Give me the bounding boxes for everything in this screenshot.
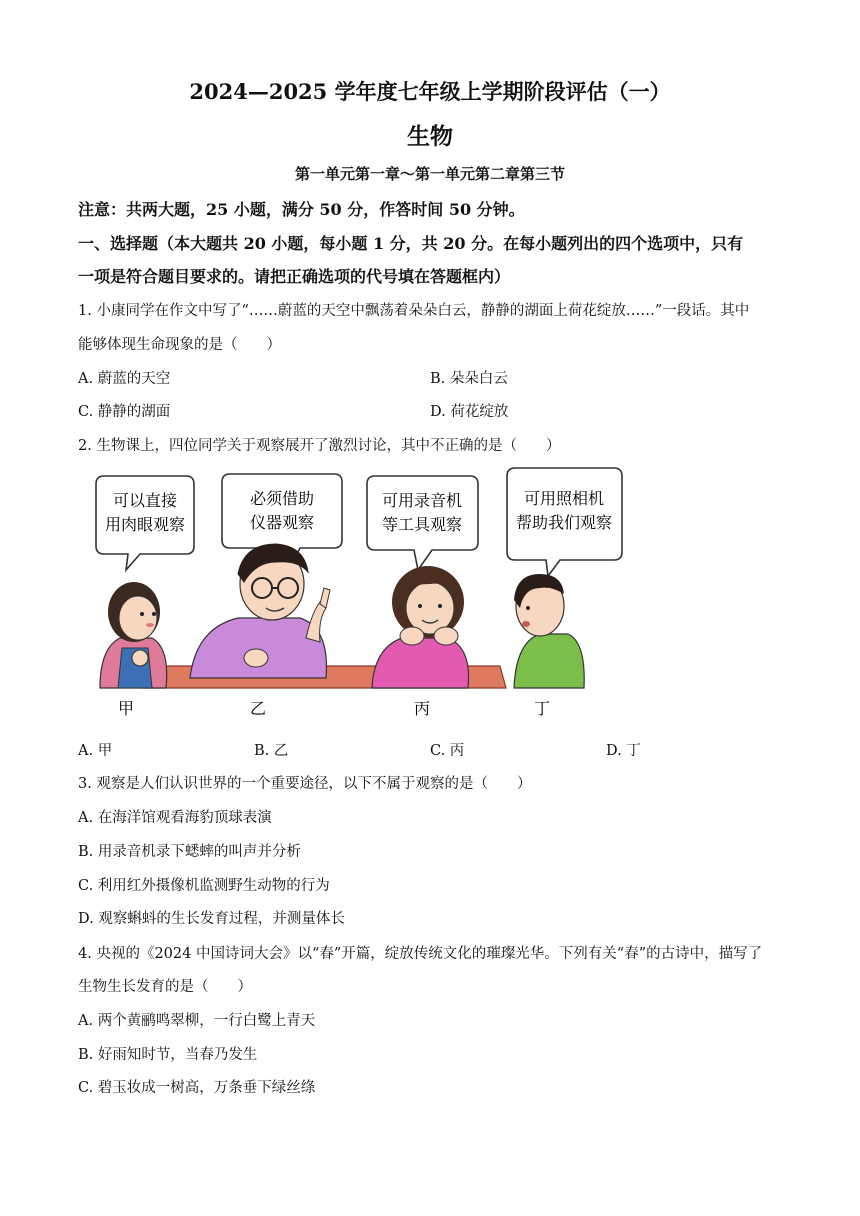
student-label-yi: 乙	[249, 699, 267, 718]
student-label-jia: 甲	[117, 699, 135, 718]
question-2-option-a: A. 甲	[78, 743, 113, 759]
speech-bubble-ding	[507, 468, 622, 576]
question-4-option-c: C. 碧玉妆成一树高，万条垂下绿丝绦	[78, 1080, 316, 1096]
question-2-option-c: C. 丙	[430, 743, 465, 759]
student-label-bing: 丙	[413, 699, 431, 718]
student-bing-figure	[372, 566, 469, 688]
bubble-yi-line2: 仪器观察	[249, 513, 315, 532]
question-3-option-c: C. 利用红外摄像机监测野生动物的行为	[78, 878, 330, 894]
student-jia-figure	[100, 582, 167, 688]
bubble-jia-line2: 用肉眼观察	[104, 515, 186, 534]
bubble-ding-line2: 帮助我们观察	[515, 513, 613, 532]
question-4-option-a: A. 两个黄鹂鸣翠柳，一行白鹭上青天	[78, 1013, 316, 1029]
bubble-ding-line1: 可用照相机	[523, 489, 605, 508]
question-3-option-a: A. 在海洋馆观看海豹顶球表演	[78, 810, 272, 826]
question-3-option-d: D. 观察蝌蚪的生长发育过程，并测量体长	[78, 911, 345, 927]
speech-bubble-jia	[96, 476, 194, 570]
question-3-stem: 3. 观察是人们认识世界的一个重要途径，以下不属于观察的是（ ）	[78, 776, 532, 792]
page-title: 2024—2025 学年度七年级上学期阶段评估（一）	[189, 79, 671, 104]
question-1-option-c: C. 静静的湖面	[78, 404, 171, 420]
question-2-option-b: B. 乙	[254, 743, 289, 759]
question-1-option-b: B. 朵朵白云	[430, 371, 508, 387]
student-label-ding: 丁	[533, 699, 551, 718]
question-3-option-b: B. 用录音机录下蟋蟀的叫声并分析	[78, 844, 301, 860]
question-4-option-b: B. 好雨知时节，当春乃发生	[78, 1047, 258, 1063]
bubble-bing-line2: 等工具观察	[381, 515, 463, 534]
exam-scope: 第一单元第一章～第一单元第二章第三节	[294, 165, 565, 183]
bubble-yi-line1: 必须借助	[249, 489, 315, 508]
bubble-bing-line1: 可用录音机	[381, 491, 463, 510]
question-1-stem-line2: 能够体现生命现象的是（ ）	[78, 337, 281, 353]
section-heading-line2: 一项是符合题目要求的。请把正确选项的代号填在答题框内）	[78, 267, 511, 286]
bubble-jia-line1: 可以直接	[112, 491, 178, 510]
question-2-option-d: D. 丁	[606, 743, 641, 759]
question-4-stem-line2: 生物生长发育的是（ ）	[78, 979, 252, 995]
notice: 注意：共两大题，25 小题，满分 50 分，作答时间 50 分钟。	[78, 200, 525, 219]
question-1-option-a: A. 蔚蓝的天空	[78, 371, 171, 387]
student-yi-figure	[190, 544, 330, 678]
question-4-stem-line1: 4. 央视的《2024 中国诗词大会》以“春”开篇，绽放传统文化的璀璨光华。下列有关“春”的古诗中，描写了	[78, 946, 763, 962]
discussion-illustration	[0, 462, 860, 727]
question-1-stem-line1: 1. 小康同学在作文中写了“……蔚蓝的天空中飘荡着朵朵白云，静静的湖面上荷花绽放……”一段话。其中	[78, 303, 750, 319]
section-heading-line1: 一、选择题（本大题共 20 小题，每小题 1 分，共 20 分。在每小题列出的四个选项中，只有	[78, 234, 744, 253]
student-ding-figure	[514, 574, 584, 688]
question-1-option-d: D. 荷花绽放	[430, 404, 509, 420]
question-2-stem: 2. 生物课上，四位同学关于观察展开了激烈讨论，其中不正确的是（ ）	[78, 438, 561, 454]
subject-title: 生物	[407, 123, 453, 150]
speech-bubble-bing	[367, 476, 478, 570]
